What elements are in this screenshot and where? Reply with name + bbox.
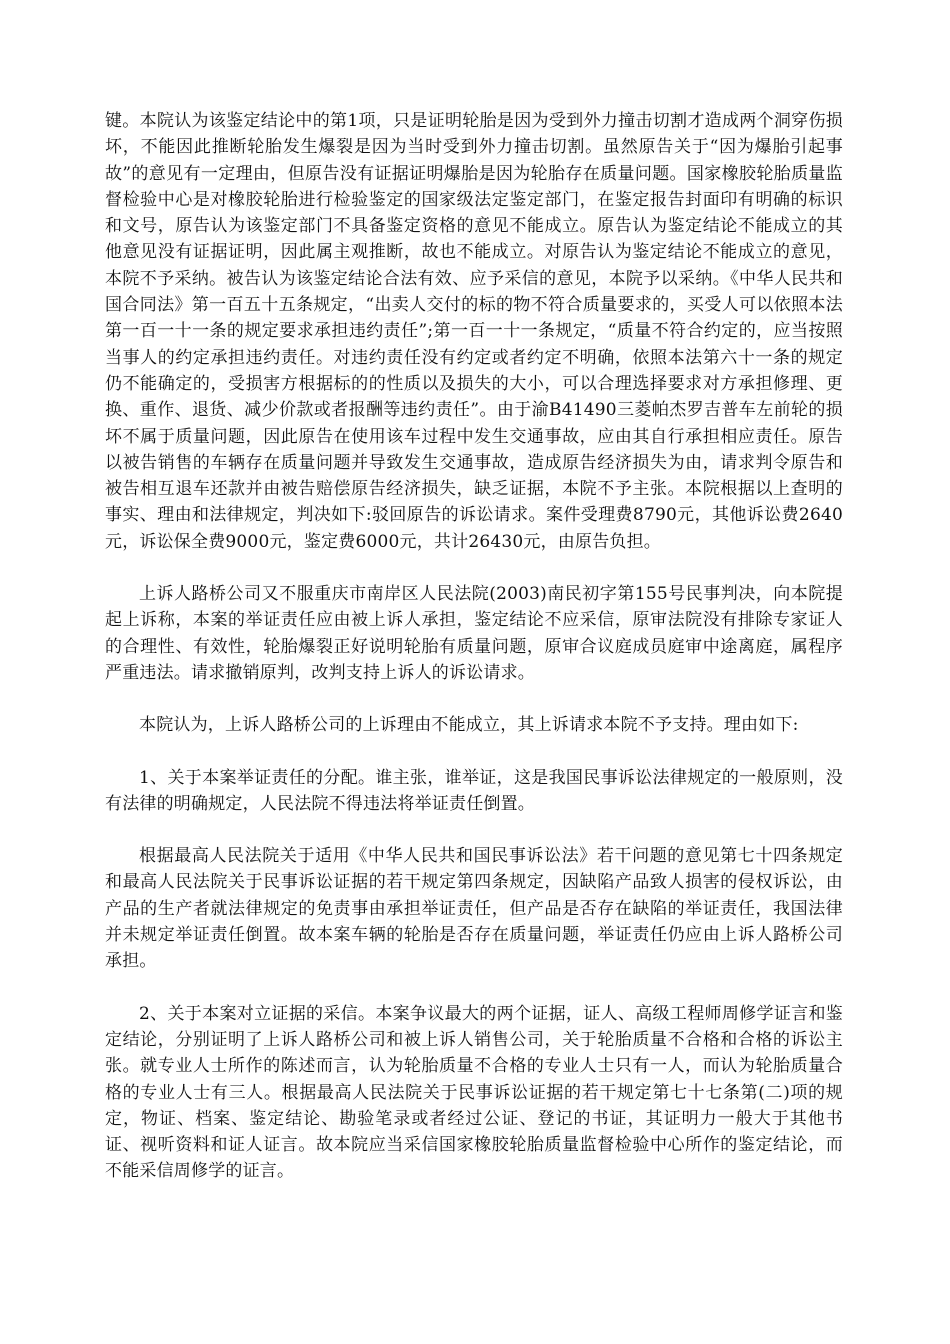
paragraph-2: 上诉人路桥公司又不服重庆市南岸区人民法院(2003)南民初字第155号民事判决，向本院提起上诉称，本案的举证责任应由被上诉人承担，鉴定结论不应采信，原审法院没有排除专家证人的合理性、有效性，轮胎爆裂正好说明轮胎有质量问题，原审合议庭成员庭审中途离庭，属程序严重违法。请求撤销原判，改判支持上诉人的诉讼请求。 (105, 584, 843, 683)
document-body (105, 108, 843, 1211)
paragraph-1: 键。本院认为该鉴定结论中的第1项，只是证明轮胎是因为受到外力撞击切割才造成两个洞穿伤损坏，不能因此推断轮胎发生爆裂是因为当时受到外力撞击切割。虽然原告关于“因为爆胎引起事故”的意见有一定理由，但原告没有证据证明爆胎是因为轮胎存在质量问题。国家橡胶轮胎质量监督检验中心是对橡胶轮胎进行检验鉴定的国家级法定鉴定部门，在鉴定报告封面印有明确的标识和文号，原告认为该鉴定部门不具备鉴定资格的意见不能成立。原告认为鉴定结论不能成立的其他意见没有证据证明，因此属主观推断，故也不能成立。对原告认为鉴定结论不能成立的意见，本院不予采纳。被告认为该鉴定结论合法有效、应予采信的意见，本院予以采纳。《中华人民共和国合同法》第一百五十五条规定，“出卖人交付的标的物不符合质量要求的，买受人可以依照本法第一百一十一条的规定要求承担违约责任”;第一百一十一条规定，“质量不符合约定的，应当按照当事人的约定承担违约责任。对违约责任没有约定或者约定不明确，依照本法第六十一条的规定仍不能确定的，受损害方根据标的的性质以及损失的大小，可以合理选择要求对方承担修理、更换、重作、退货、减少价款或者报酬等违约责任”。由于渝B41490三菱帕杰罗吉普车左前轮的损坏不属于质量问题，因此原告在使用该车过程中发生交通事故，应由其自行承担相应责任。原告以被告销售的车辆存在质量问题并导致发生交通事故，造成原告经济损失为由，请求判令原告和被告相互退车还款并由被告赔偿原告经济损失，缺乏证据，本院不予主张。本院根据以上查明的事实、理由和法律规定，判决如下:驳回原告的诉讼请求。案件受理费8790元，其他诉讼费2640元，诉讼保全费9000元，鉴定费6000元，共计26430元，由原告负担。 (105, 111, 843, 552)
paragraph-6: 2、关于本案对立证据的采信。本案争议最大的两个证据，证人、高级工程师周修学证言和鉴定结论，分别证明了上诉人路桥公司和被上诉人销售公司，关于轮胎质量不合格和合格的诉讼主张。就专业人士所作的陈述而言，认为轮胎质量不合格的专业人士只有一人，而认为轮胎质量合格的专业人士有三人。根据最高人民法院关于民事诉讼证据的若干规定第七十七条第(二)项的规定，物证、档案、鉴定结论、勘验笔录或者经过公证、登记的书证，其证明力一般大于其他书证、视听资料和证人证言。故本院应当采信国家橡胶轮胎质量监督检验中心所作的鉴定结论，而不能采信周修学的证言。 (105, 1003, 843, 1182)
paragraph-4: 1、关于本案举证责任的分配。谁主张，谁举证，这是我国民事诉讼法律规定的一般原则，没有法律的明确规定，人民法院不得违法将举证责任倒置。 (105, 767, 843, 814)
paragraph-5: 根据最高人民法院关于适用《中华人民共和国民事诉讼法》若干问题的意见第七十四条规定和最高人民法院关于民事诉讼证据的若干规定第四条规定，因缺陷产品致人损害的侵权诉讼，由产品的生产者就法律规定的免责事由承担举证责任，但产品是否存在缺陷的举证责任，我国法律并未规定举证责任倒置。故本案车辆的轮胎是否存在质量问题，举证责任仍应由上诉人路桥公司承担。 (105, 846, 843, 972)
paragraph-3: 本院认为，上诉人路桥公司的上诉理由不能成立，其上诉请求本院不予支持。理由如下: (139, 715, 799, 736)
